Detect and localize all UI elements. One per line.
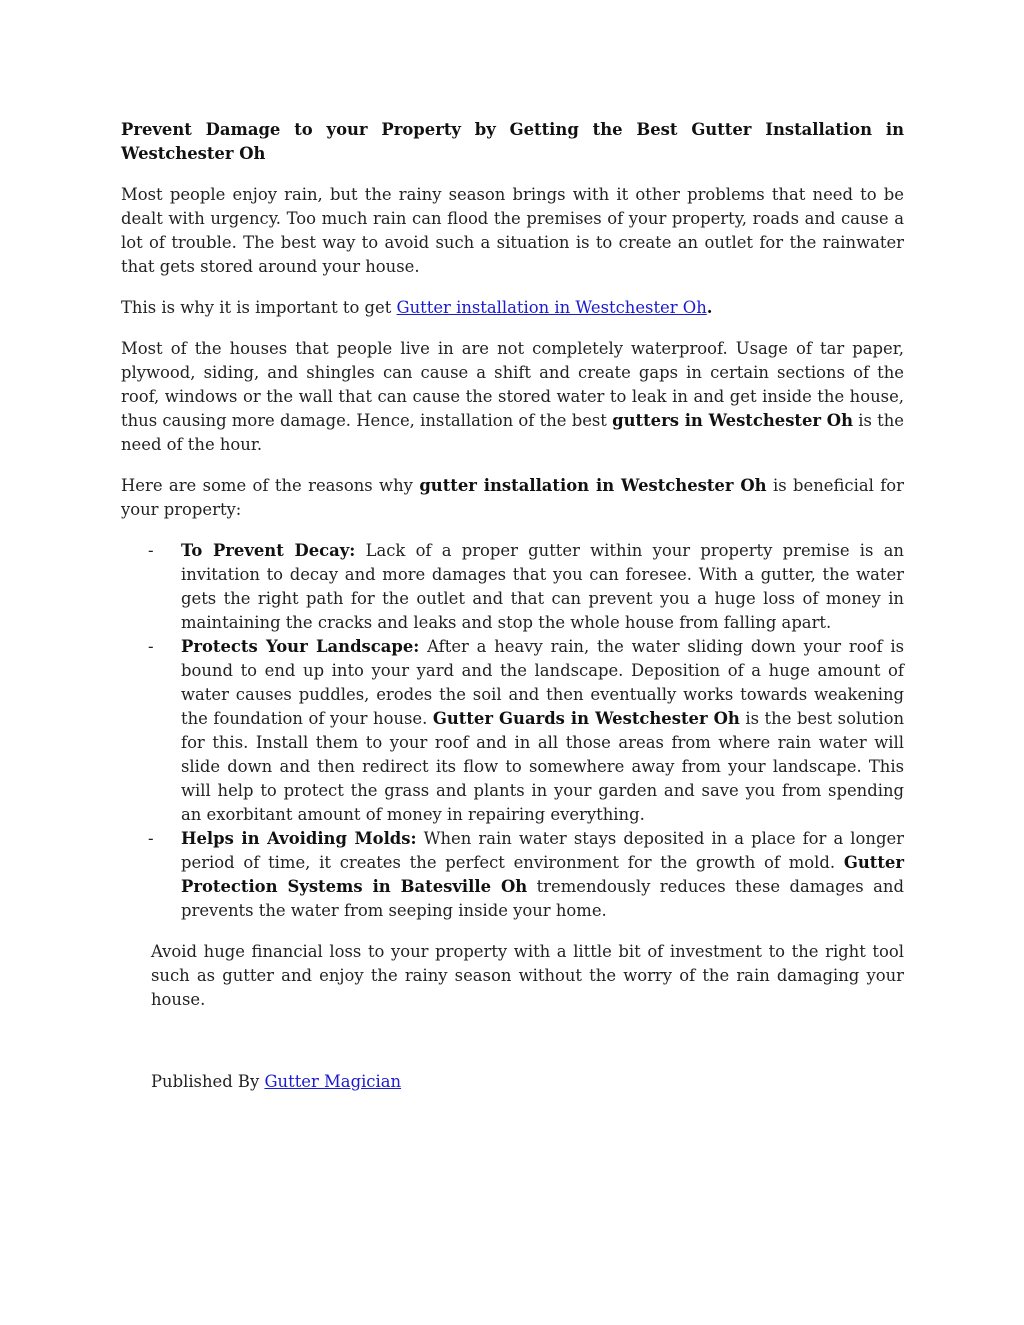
reason-text-continued: is the best solution for this. Install them to your roof and in all those areas from where rain water will slide down and then redirect its flow to somewhere away from your landscape. This will help to protect the grass and plants in your garden and save you from spending an exorbitant amount of money in repairing everything. (181, 709, 905, 824)
gutter-installation-link[interactable]: Gutter installation in Westchester Oh (396, 298, 707, 317)
closing-paragraph: Avoid huge financial loss to your property with a little bit of investment to the right tool such as gutter and enjoy the rainy season without the worry of the rain damaging your house. (151, 942, 904, 1009)
reasons-intro-suffix: is beneficial for your property: (121, 476, 905, 519)
reasons-intro-prefix: Here are some of the reasons why (121, 476, 420, 495)
reasons-intro-bold: gutter installation in Westchester Oh (419, 476, 767, 495)
importance-prefix: This is why it is important to get (121, 298, 397, 317)
list-item (148, 827, 905, 923)
published-by-line (121, 1070, 904, 1094)
waterproof-suffix: is the need of the hour. (121, 411, 904, 454)
waterproof-paragraph (121, 337, 904, 457)
importance-paragraph (121, 296, 904, 320)
reason-text-continued: tremendously reduces these damages and prevents the water from seeping inside your home. (181, 877, 904, 920)
reason-text: After a heavy rain, the water sliding down your roof is bound to end up into your yard and the landscape. Deposition of a huge amount of water causes puddles, erodes the soil and then eventually works towards weakening the foundation of your house. (181, 637, 905, 728)
bullet-dash: - (148, 637, 154, 656)
reasons-list (121, 539, 904, 923)
bullet-dash: - (148, 541, 154, 560)
document-page (121, 118, 904, 1111)
reason-bold-term: Gutter Guards in Westchester Oh (432, 709, 740, 728)
intro-paragraph: Most people enjoy rain, but the rainy season brings with it other problems that need to be dealt with urgency. Too much rain can flood the premises of your property, roads and cause a lot of trouble. The best way to avoid such a situation is to create an outlet for the rainwater that gets stored around your house. (121, 185, 904, 276)
published-prefix: Published By (151, 1072, 265, 1091)
list-item (148, 539, 904, 635)
importance-suffix: . (706, 298, 713, 317)
waterproof-bold: gutters in Westchester Oh (612, 411, 853, 430)
reason-text: When rain water stays deposited in a place for a longer period of time, it creates the perfect environment for the growth of mold. (181, 829, 905, 872)
document-title: Prevent Damage to your Property by Getting the Best Gutter Installation in Westchester Oh (121, 120, 904, 163)
reason-text: Lack of a proper gutter within your property premise is an invitation to decay and more damages that you can foresee. With a gutter, the water gets the right path for the outlet and that can prevent you a huge loss of money in maintaining the cracks and leaks and stop the whole house from falling apart. (181, 541, 904, 632)
publisher-link[interactable]: Gutter Magician (264, 1072, 402, 1091)
reason-heading: To Prevent Decay: (181, 541, 356, 560)
reason-heading: Protects Your Landscape: (181, 637, 420, 656)
list-item (148, 635, 905, 827)
bullet-dash: - (148, 829, 154, 848)
reason-bold-term: Gutter Protection Systems in Batesville Oh (181, 853, 904, 896)
waterproof-prefix: Most of the houses that people live in are not completely waterproof. Usage of tar paper, plywood, siding, and shingles can cause a shift and create gaps in certain sections of the roof, windows or the wall that can cause the stored water to leak in and get inside the house, thus causing more damage. Hence, installation of the best (121, 339, 904, 430)
reason-heading: Helps in Avoiding Molds: (181, 829, 417, 848)
reasons-intro-paragraph (121, 474, 904, 522)
